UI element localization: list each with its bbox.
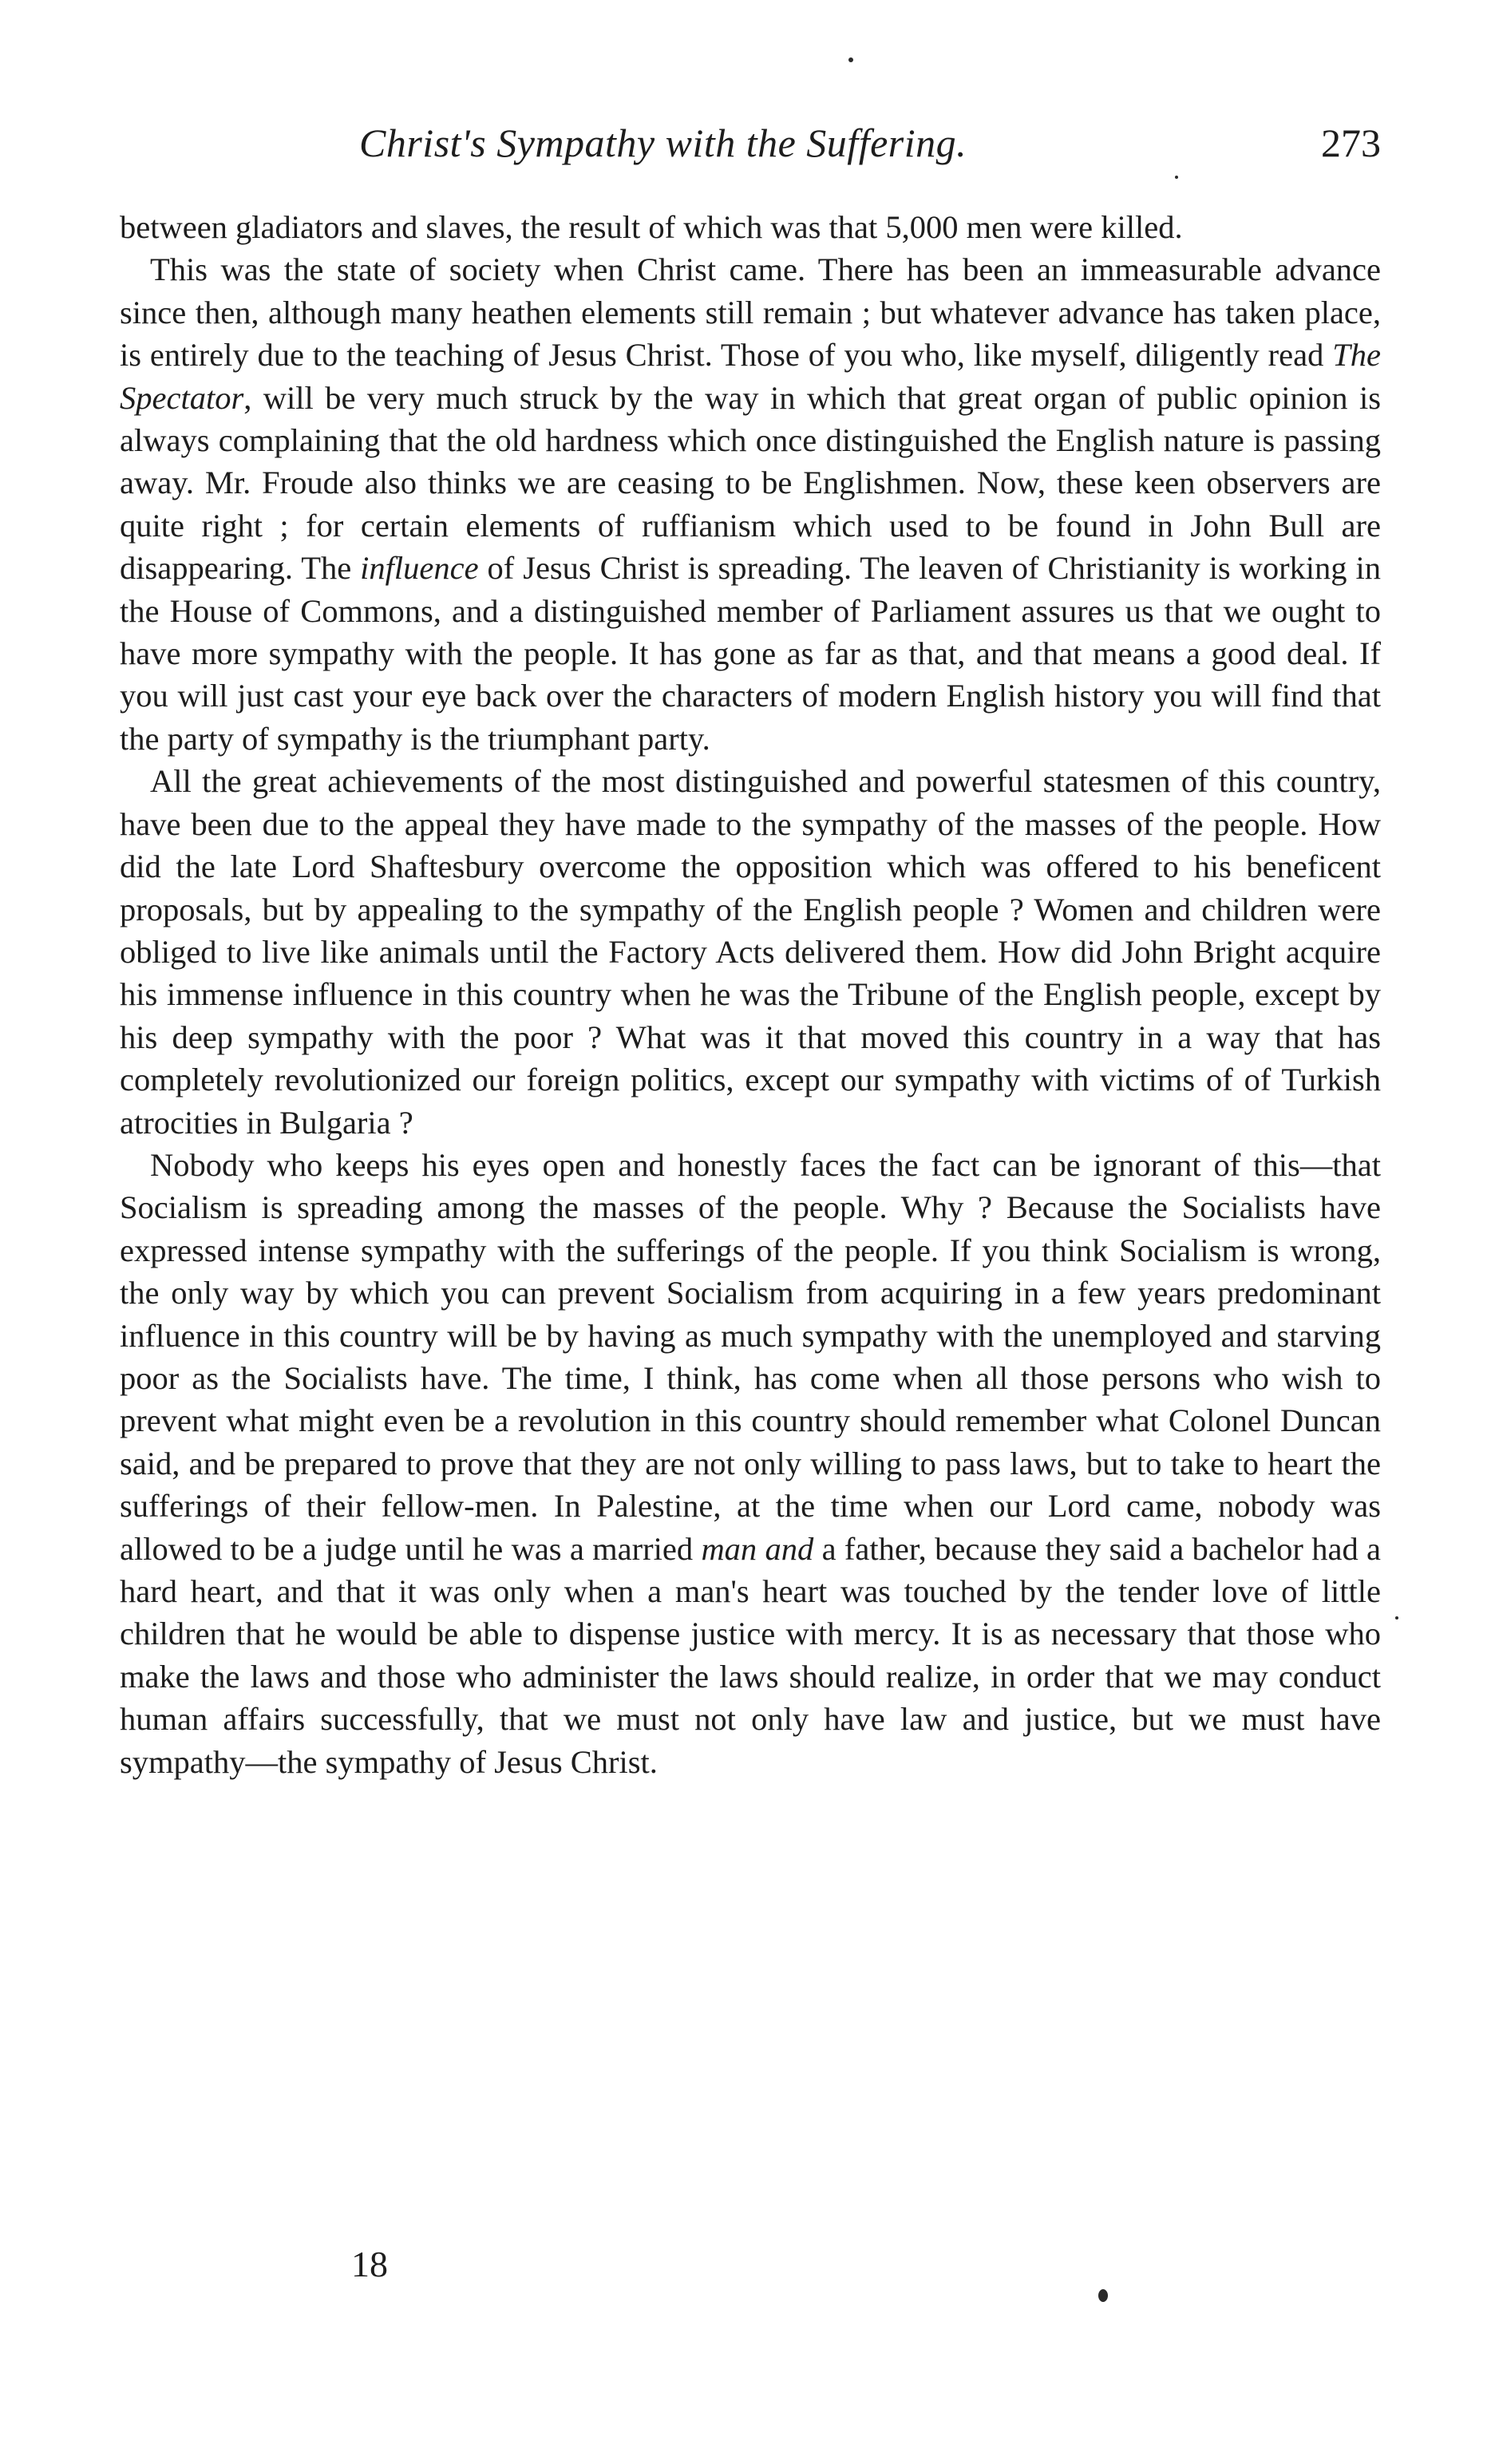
text-segment: a father, because they said a bachelor had a hard heart, and that it was only when a man's heart was touched by the tender love of little children that he would be able to dispense justice with mercy. It is as necessary that those who make the laws and those who administer the laws should realize, in order that we may conduct human affairs successfully, that we must not only have law and justice, but we must have sympathy—the sympathy of Jesus Christ. [120,1530,1382,1780]
paragraph [120,760,1381,1144]
ink-speck [1098,2289,1108,2302]
emphasis-text: man and [701,1530,814,1567]
paragraph-continued [120,206,1381,248]
text-segment: of Jesus Christ is spreading. The leaven of Christianity is working in the House of Commons, and a distinguished member of Parliament assures us that we ought to have more sympathy with the people. It has gone as far as that, and that means a good deal. If you will just cast your eye back over the characters of modern English history you will find that the party of sympathy is the triumphant party. [120,550,1381,757]
page-number: 273 [1321,121,1381,165]
ink-speck [1175,176,1178,179]
ink-speck [848,57,853,62]
emphasis-text: influence [360,550,479,587]
running-title: Christ's Sympathy with the Suffering. [359,121,967,165]
signature-mark: 18 [351,2244,388,2284]
ink-speck [1395,1616,1398,1620]
body-text [120,206,1381,1783]
text-segment: All the great achievements of the most distinguished and powerful statesmen of this country, have been due to the appeal they have made to the sympathy of the masses of the people. How did the late Lord Shaftesbury overcome the opposition which was offered to his beneficent proposals, but by appealing to the sympathy of the English people ? Women and children were obliged to live like animals until the Factory Acts delivered them. How did John Bright acquire his immense influence in this country when he was the Tribune of the English people, except by his deep sympathy with the poor ? What was it that moved this country in a way that has completely revolutionized our foreign politics, except our sympathy with victims of of Turkish atrocities in Bulgaria ? [120,763,1381,1141]
text-segment: This was the state of society when Christ came. There has been an immeasurable advance since then, although many heathen elements still remain ; but whatever advance has taken place, is entirely due to the teaching of Jesus Christ. Those of you who, like myself, diligently read [120,251,1381,374]
publication-title: The Spectator [120,337,1381,416]
paragraph [120,1144,1381,1783]
page-header [120,120,1381,176]
text-segment: Nobody who keeps his eyes open and honestly faces the fact can be ignorant of this—that Socialism is spreading among the masses of the people. Why ? Because the Socialists have expressed intense sympathy with the sufferings of the people. If you think Socialism is wrong, the only way by which you can prevent Socialism from acquiring in a few years predominant influence in this country will be by having as much sympathy with the unemployed and starving poor as the Socialists have. The time, I think, has come when all those persons who wish to prevent what might even be a revolution in this country should remember what Colonel Duncan said, and be prepared to prove that they are not only willing to pass laws, but to take to heart the sufferings of their fellow-men. In Palestine, at the time when our Lord came, nobody was allowed to be a judge until he was a married [120,1146,1381,1567]
text-segment: between gladiators and slaves, the result of which was that 5,000 men were killed. [120,209,1183,245]
paragraph [120,248,1381,760]
text-segment: , will be very much struck by the way in which that great organ of public opinion is always complaining that the old hardness which once distinguished the English nature is passing away. Mr. Froude also thinks we are ceasing to be Englishmen. Now, these keen observers are quite right ; for certain elements of ruffianism which used to be found in John Bull are disappearing. The [120,379,1381,587]
